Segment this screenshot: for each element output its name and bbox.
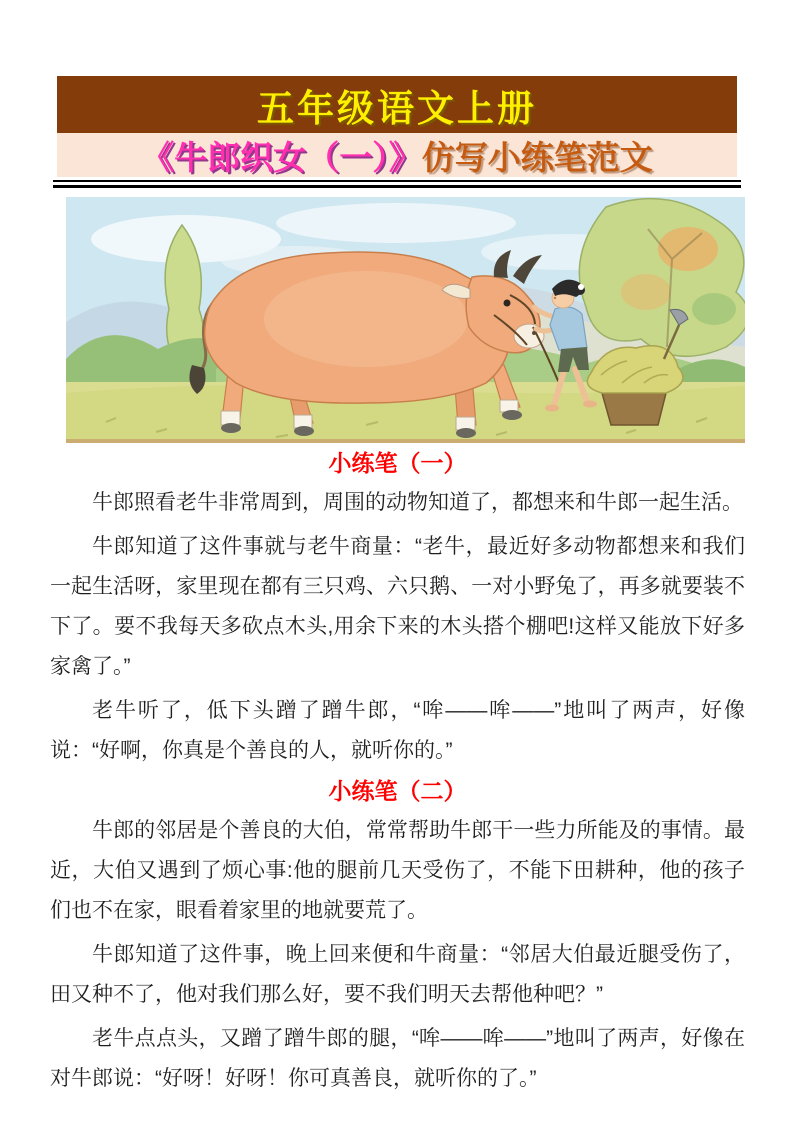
watercolor-scene [66,197,745,443]
section-2-heading: 小练笔（二） [328,778,467,804]
section-2-paragraph-2: 牛郎知道了这件事，晚上回来便和牛商量：“邻居大伯最近腿受伤了，田又种不了，他对我们那么好，要不我们明天去帮他种吧？” [50,943,745,1006]
lesson-title: 《牛郎织女（一）》 [141,138,422,176]
series-banner [57,76,737,133]
section-1-paragraph-3: 老牛听了，低下头蹭了蹭牛郎，“哞——哞——”地叫了两声，好像说：“好啊，你真是个善良的人，就听你的。” [50,699,745,762]
section-1-paragraph-2: 牛郎知道了这件事就与老牛商量：“老牛，最近好多动物都想来和我们一起生活呀，家里现在都有三只鸡、六只鹅、一对小野兔了，再多就要装不下了。要不我每天多砍点木头,用余下来的木头搭个棚吧!这样又能放下好多家禽了。” [50,535,745,678]
section-1-paragraph-1: 牛郎照看老牛非常周到，周围的动物知道了，都想来和牛郎一起生活。 [92,491,743,514]
subtitle-banner [57,133,737,177]
section-1-heading: 小练笔（一） [328,450,467,476]
series-title: 五年级语文上册 [257,87,537,129]
subtitle-text: 仿写小练笔范文 [421,138,653,176]
content-area [50,443,745,1103]
section-2-paragraph-1: 牛郎的邻居是个善良的大伯，常常帮助牛郎干一些力所能及的事情。最近，大伯又遇到了烦心事:他的腿前几天受伤了，不能下田耕种，他的孩子们也不在家，眼看着家里的地就要荒了。 [50,819,745,922]
illustration-cowherd-and-ox [66,197,745,443]
double-line-divider [53,180,741,188]
section-2-paragraph-3: 老牛点点头，又蹭了蹭牛郎的腿，“哞——哞——”地叫了两声，好像在对牛郎说：“好呀！好呀！你可真善良，就听你的了。” [50,1027,745,1090]
